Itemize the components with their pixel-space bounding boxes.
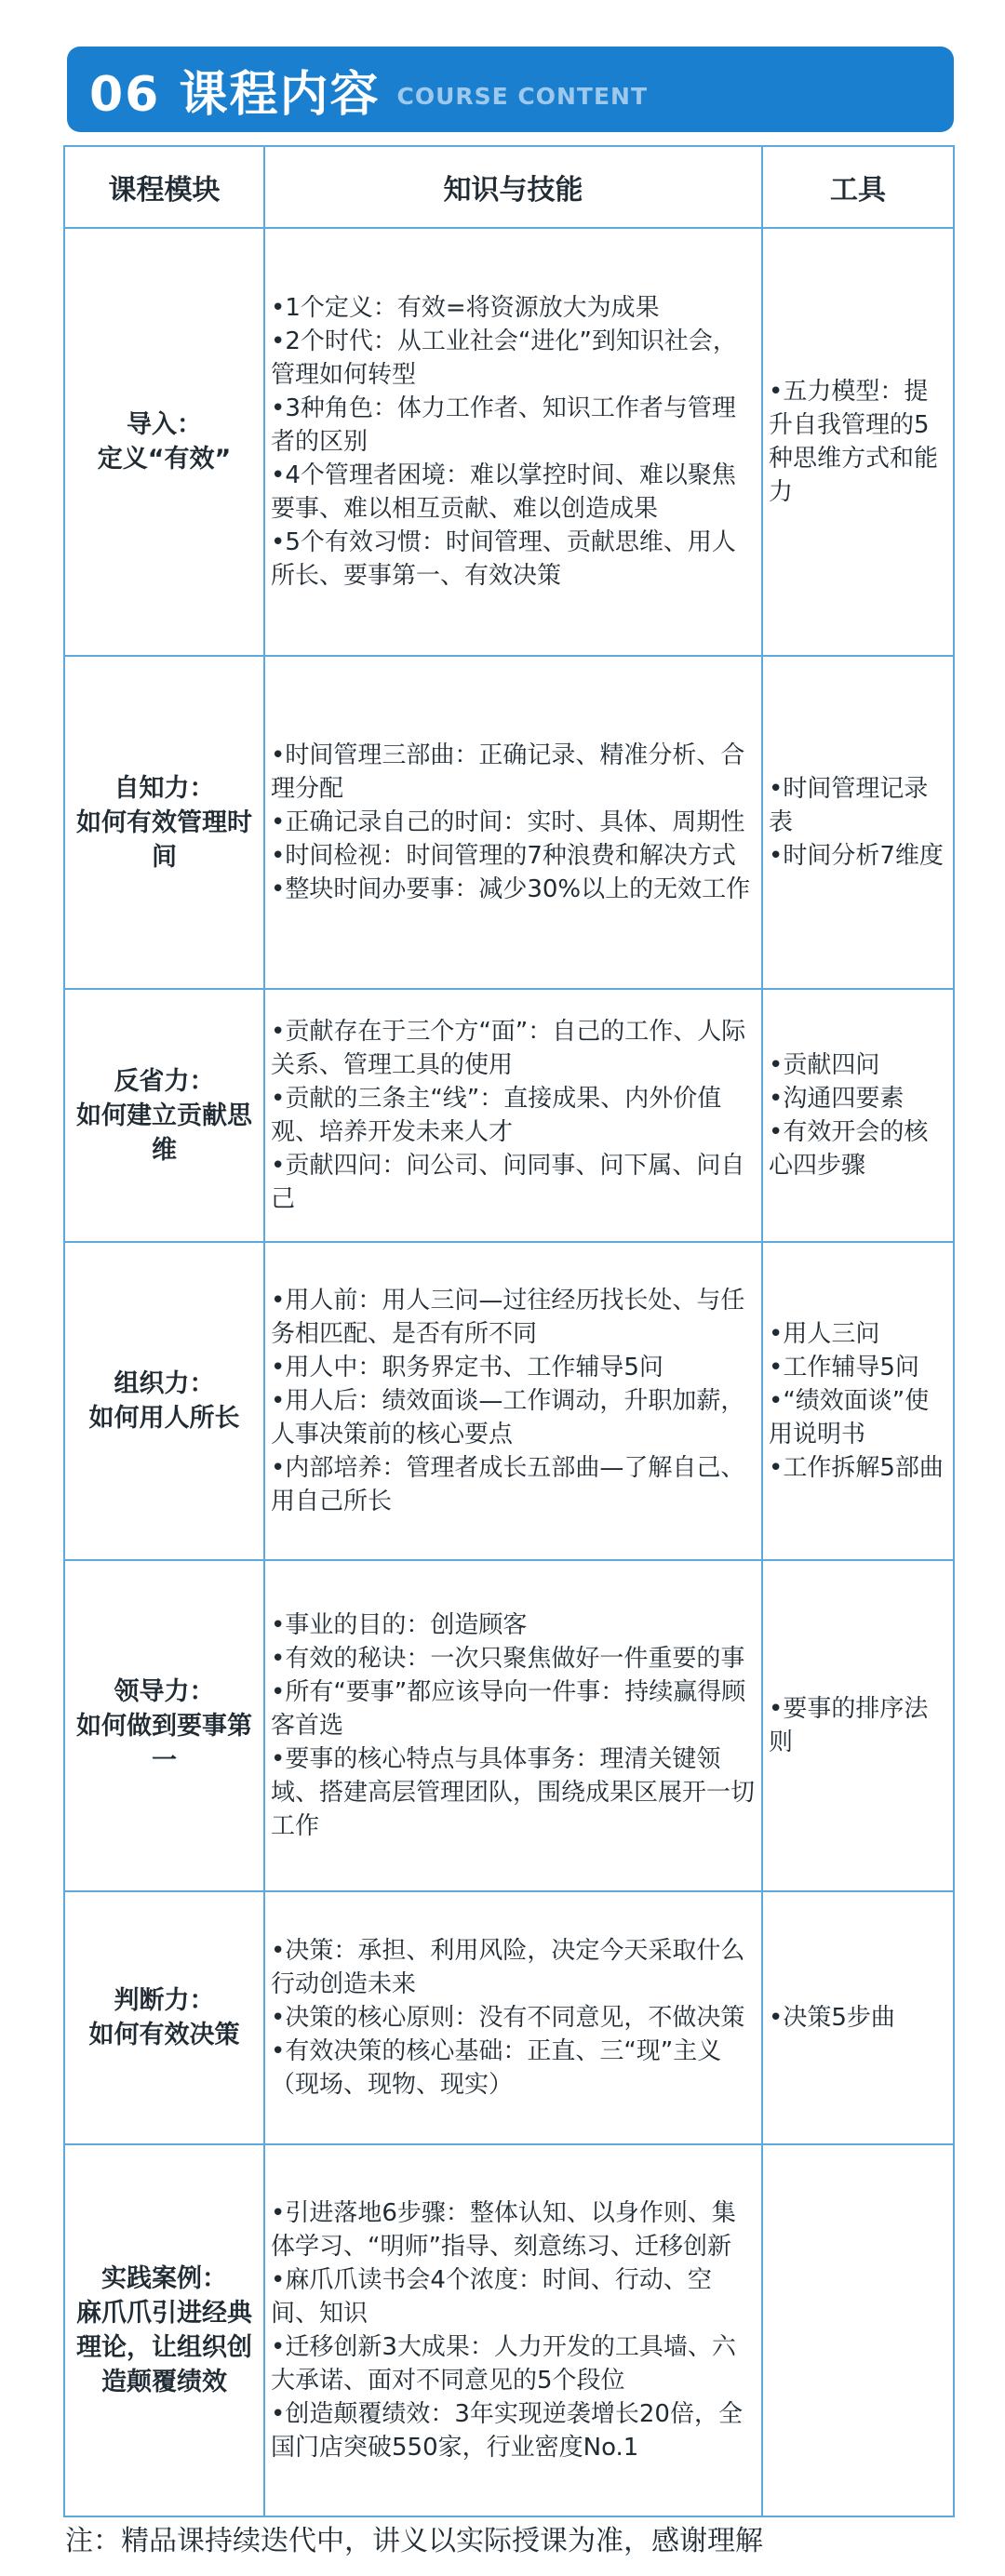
knowledge-item: •1个定义：有效=将资源放大为成果 (271, 294, 660, 322)
knowledge-item: •时间检视：时间管理的7种浪费和解决方式 (271, 842, 736, 870)
tool-item: •时间分析7维度 (769, 842, 944, 870)
knowledge-item: •决策的核心原则：没有不同意见，不做决策 (271, 2004, 745, 2032)
module-text: 定义“有效” (97, 445, 232, 474)
knowledge-cell (264, 989, 762, 1242)
tools-cell (762, 656, 954, 989)
tools-cell (762, 228, 954, 656)
tool-item: •时间管理记录表 (769, 775, 929, 836)
section-subtitle: COURSE CONTENT (396, 82, 649, 110)
module-text: 如何用人所长 (88, 1404, 240, 1433)
tools-cell (762, 989, 954, 1242)
table-row (64, 1560, 954, 1891)
header-module: 课程模块 (64, 146, 264, 228)
knowledge-item: •麻爪爪读书会4个浓度：时间、行动、空间、知识 (271, 2266, 712, 2328)
knowledge-cell (264, 228, 762, 656)
module-cell (64, 1242, 264, 1560)
module-text: 判断力： (114, 1986, 215, 2015)
knowledge-item: •正确记录自己的时间：实时、具体、周期性 (271, 808, 745, 836)
section-title: 06 课程内容 (89, 66, 381, 123)
header-knowledge: 知识与技能 (264, 146, 762, 228)
knowledge-item: •事业的目的：创造顾客 (271, 1611, 528, 1639)
knowledge-item: •用人中：职务界定书、工作辅导5问 (271, 1354, 663, 1381)
module-text: 反省力： (114, 1066, 215, 1096)
tool-item: •工作拆解5部曲 (769, 1454, 944, 1482)
module-text: 组织力： (114, 1369, 215, 1398)
knowledge-item: •迁移创新3大成果：人力开发的工具墙、六大承诺、面对不同意见的5个段位 (271, 2333, 736, 2395)
knowledge-cell (264, 1242, 762, 1560)
tool-item: •要事的排序法则 (769, 1695, 929, 1756)
table-row (64, 2144, 954, 2516)
module-text: 如何有效管理时间 (76, 808, 252, 872)
module-text: 实践案例： (101, 2264, 227, 2293)
header-tools: 工具 (762, 146, 954, 228)
knowledge-item: •用人前：用人三问—过往经历找长处、与任务相匹配、是否有所不同 (271, 1287, 745, 1348)
knowledge-item: •要事的核心特点与具体事务：理清关键领域、搭建高层管理团队，围绕成果区展开一切工作 (271, 1745, 756, 1840)
tool-item: •五力模型：提升自我管理的5种思维方式和能力 (769, 378, 939, 506)
knowledge-item: •4个管理者困境：难以掌控时间、难以聚焦要事、难以相互贡献、难以创造成果 (271, 461, 736, 523)
tool-item: •决策5步曲 (769, 2004, 895, 2032)
tool-item: •沟通四要素 (769, 1085, 904, 1113)
knowledge-item: •决策：承担、利用风险，决定今天采取什么行动创造未来 (271, 1937, 745, 1998)
section-banner (67, 47, 954, 132)
table-row (64, 1891, 954, 2144)
module-cell (64, 1560, 264, 1891)
tool-item: •贡献四问 (769, 1051, 880, 1079)
tools-cell (762, 1242, 954, 1560)
module-text: 领导力： (114, 1676, 215, 1706)
knowledge-cell (264, 656, 762, 989)
tools-cell (762, 1891, 954, 2144)
module-text: 自知力： (114, 773, 215, 803)
tool-item: •有效开会的核心四步骤 (769, 1118, 929, 1180)
knowledge-item: •所有“要事”都应该导向一件事：持续赢得顾客首选 (271, 1678, 746, 1740)
course-table (63, 145, 955, 2517)
knowledge-item: •2个时代：从工业社会“进化”到知识社会，管理如何转型 (271, 327, 737, 389)
knowledge-item: •有效的秘诀：一次只聚焦做好一件重要的事 (271, 1645, 745, 1673)
knowledge-item: •5个有效习惯：时间管理、贡献思维、用人所长、要事第一、有效决策 (271, 528, 736, 590)
knowledge-item: •时间管理三部曲：正确记录、精准分析、合理分配 (271, 741, 745, 803)
table-row (64, 1242, 954, 1560)
tool-item: •用人三问 (769, 1320, 880, 1348)
knowledge-item: •用人后：绩效面谈—工作调动，升职加薪，人事决策前的核心要点 (271, 1387, 745, 1448)
module-text: 麻爪爪引进经典理论，让组织创造颠覆绩效 (76, 2299, 252, 2396)
knowledge-cell (264, 2144, 762, 2516)
knowledge-cell (264, 1560, 762, 1891)
table-row (64, 228, 954, 656)
knowledge-item: •3种角色：体力工作者、知识工作者与管理者的区别 (271, 394, 736, 456)
module-text: 如何建立贡献思维 (76, 1101, 252, 1165)
table-row (64, 656, 954, 989)
knowledge-item: •贡献四问：问公司、问同事、问下属、问自己 (271, 1152, 745, 1213)
knowledge-item: •整块时间办要事：减少30%以上的无效工作 (271, 875, 751, 903)
knowledge-cell (264, 1891, 762, 2144)
module-cell (64, 228, 264, 656)
module-cell (64, 2144, 264, 2516)
knowledge-item: •内部培养：管理者成长五部曲—了解自己、用自己所长 (271, 1454, 745, 1515)
tool-item: •“绩效面谈”使用说明书 (769, 1387, 930, 1448)
tools-cell (762, 2144, 954, 2516)
footnote: 注：精品课持续迭代中，讲义以实际授课为准，感谢理解 (65, 2525, 763, 2557)
module-text: 如何有效决策 (88, 2021, 240, 2049)
table-row (64, 989, 954, 1242)
tools-cell (762, 1560, 954, 1891)
table-header-row (64, 146, 954, 228)
knowledge-item: •贡献存在于三个方“面”：自己的工作、人际关系、管理工具的使用 (271, 1018, 746, 1079)
knowledge-item: •创造颠覆绩效：3年实现逆袭增长20倍，全国门店突破550家，行业密度No.1 (271, 2400, 743, 2462)
knowledge-item: •引进落地6步骤：整体认知、以身作则、集体学习、“明师”指导、刻意练习、迁移创新 (271, 2199, 736, 2261)
knowledge-item: •有效决策的核心基础：正直、三“现”主义（现场、现物、现实） (271, 2037, 722, 2099)
module-text: 如何做到要事第一 (76, 1711, 252, 1775)
module-cell (64, 1891, 264, 2144)
knowledge-item: •贡献的三条主“线”：直接成果、内外价值观、培养开发未来人才 (271, 1085, 722, 1146)
module-cell (64, 656, 264, 989)
module-cell (64, 989, 264, 1242)
module-text: 导入： (127, 410, 202, 439)
tool-item: •工作辅导5问 (769, 1354, 919, 1381)
